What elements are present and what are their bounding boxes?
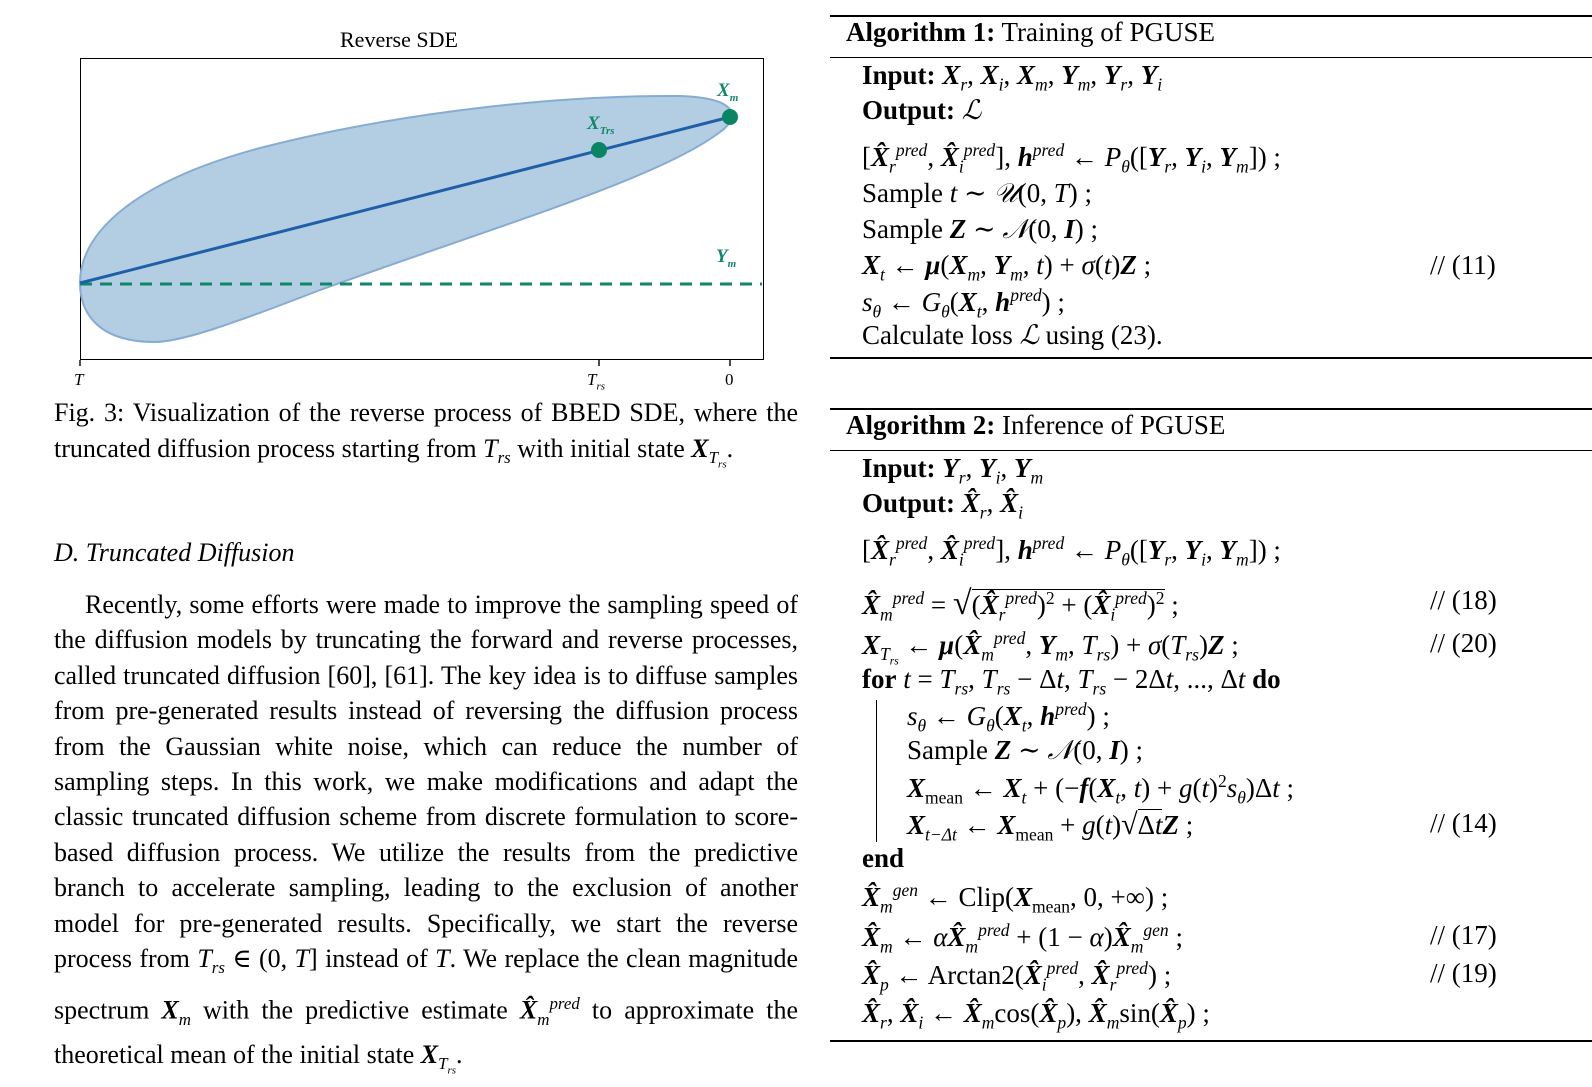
alg2-for-loop: for $t = T_{rs}$, $T_{rs} - \Delta t$, $T_{rs} - 2\Delta t$, ..., Δt do: [862, 664, 1281, 699]
xm-label: $X_m$: [717, 80, 739, 104]
alg2-comment-20: // (20): [1430, 628, 1497, 658]
alg2-mid-rule: [830, 450, 1592, 451]
alg1-comment-11: // (11): [1430, 250, 1496, 280]
body-paragraph: Recently, some efforts were made to improve the sampling speed of the diffusion models by truncating the forward and reverse processes, called truncated diffusion [60], [61]. The key idea is to diffuse samples from pre-generated results instead of reversing the diffusion process from the Gaussian white noise, which can reduce the number of sampling steps. In this work, we make modifications and adapt the classic truncated diffusion scheme from discrete formulation to score-based diffusion process. We utilize the results from the predictive branch to accelerate sampling, leading to the exclusion of another model for pre-generated results. Specifically, we start the reverse process from $T_{rs}$ ∈ (0, T] instead of T. We replace the clean magnitude spectrum $X_m$ with the predictive estimate $X̂_m^{pred}$ to approximate the theoretical mean of the initial state $X_{T_{rs}}$.: [54, 590, 798, 1077]
alg2-bottom-rule: [830, 1040, 1592, 1042]
ym-label: $Y_m$: [716, 246, 737, 270]
alg2-loop-score: $s_\theta$ ← $G_\theta(X_t$, $h^{pred}$) ;: [907, 699, 1110, 736]
alg2-comment-18: // (18): [1430, 585, 1497, 615]
alg1-step-loss: Calculate loss ℒ using (23).: [862, 320, 1163, 350]
alg2-step-predict: [$X̂_r^{pred}$, $X̂_i^{pred}$], $h^{pred}$ ← $P_\theta([Y_r$, $Y_i$, $Y_m$]) ;: [862, 533, 1281, 570]
section-heading: D. Truncated Diffusion: [54, 538, 295, 567]
alg2-step-clip: $X̂_m^{gen}$ ← $Clip(X_{mean}$, 0, +∞) ;: [862, 880, 1169, 917]
alg2-step-fuse: $X̂_m$ ← $\alpha X̂_m^{pred} + (1$ − $\alpha)X̂_m^{gen}$ ;: [862, 920, 1183, 957]
alg2-loop-sample-z: Sample Z ∼ 𝒩(0, I) ;: [907, 735, 1144, 765]
alg2-step-init: $X_{T_{rs}}$ ← $\mu(X̂_m^{pred}$, $Y_m$, $T_{rs}) + \sigma(T_{rs})Z$ ;: [862, 628, 1239, 668]
xtrs-point: [591, 142, 607, 158]
alg1-bottom-rule: [830, 357, 1592, 359]
alg1-step-sample-z: Sample Z ∼ 𝒩(0, I) ;: [862, 214, 1099, 244]
alg2-step-reconstruct: $X̂_r$, $X̂_i$ ← $X̂_m\cos(X̂_p)$, $X̂_m\sin(X̂_p)$ ;: [862, 998, 1210, 1033]
alg2-output: Output: $X̂_r$, $X̂_i$: [862, 488, 1024, 523]
alg1-title: Algorithm 1: Training of PGUSE: [846, 17, 1216, 47]
tick-label-0: 0: [725, 370, 734, 389]
alg2-end: end: [862, 843, 905, 873]
alg2-step-magnitude: $X̂_m^{pred}$ = $√(X̂_r^{pred})^2$ + $(X̂_i^{pred})^2$ ;: [862, 585, 1179, 625]
tick-label-Trs: $T_{rs}$: [587, 370, 606, 393]
alg2-loop-mean: $X_{mean}$ ← $X_t + (-f(X_t$, $t) + g(t)^2s_\theta)\Delta t$ ;: [907, 771, 1295, 808]
figure-caption: Fig. 3: Visualization of the reverse process of BBED SDE, where the truncated diffusion process starting from $T_{rs}$ with initial state $X_{T_{rs}}$.: [54, 398, 798, 471]
alg1-step-xt: $X_t$ ← $\mu(X_m$, $Y_m$, t) + σ(t)Z ;: [862, 250, 1152, 285]
alg1-mid-rule: [830, 57, 1592, 58]
figure-svg: [0, 0, 800, 400]
alg1-step-predict: [$X̂_r^{pred}$, $X̂_i^{pred}$], $h^{pred}$ ← $P_\theta([Y_r$, $Y_i$, $Y_m$]) ;: [862, 140, 1281, 177]
alg2-title: Algorithm 2: Inference of PGUSE: [846, 410, 1226, 440]
xtrs-label: $X_{Trs}$: [587, 113, 615, 137]
alg2-comment-19: // (19): [1430, 958, 1497, 988]
tick-label-T: T: [74, 370, 84, 389]
uncertainty-region: [80, 96, 732, 342]
figure-title: Reverse SDE: [340, 27, 458, 52]
alg1-step-sample-t: Sample t ∼ 𝒰(0, T) ;: [862, 178, 1092, 208]
alg1-step-score: $s_\theta$ ← $G_\theta(X_t$, $h^{pred}$) ;: [862, 285, 1065, 322]
alg2-comment-17: // (17): [1430, 920, 1497, 950]
xm-point: [722, 109, 738, 125]
alg2-loop-update: $X_{t-\Delta t}$ ← $X_{mean} + g(t)√\Delta tZ$ ;: [907, 808, 1194, 845]
alg1-input: Input: $X_r$, $X_i$, $X_m$, $Y_m$, $Y_r$, $Y_i$: [862, 60, 1163, 95]
alg2-comment-14: // (14): [1430, 808, 1497, 838]
loop-body-bar: [876, 700, 877, 842]
alg2-step-phase: $X̂_p$ ← $Arctan2(X̂_i^{pred}$, $X̂_r^{pred}$) ;: [862, 958, 1172, 995]
alg2-input: Input: $Y_r$, $Y_i$, $Y_m$: [862, 453, 1044, 488]
alg1-output: Output: ℒ: [862, 95, 982, 125]
